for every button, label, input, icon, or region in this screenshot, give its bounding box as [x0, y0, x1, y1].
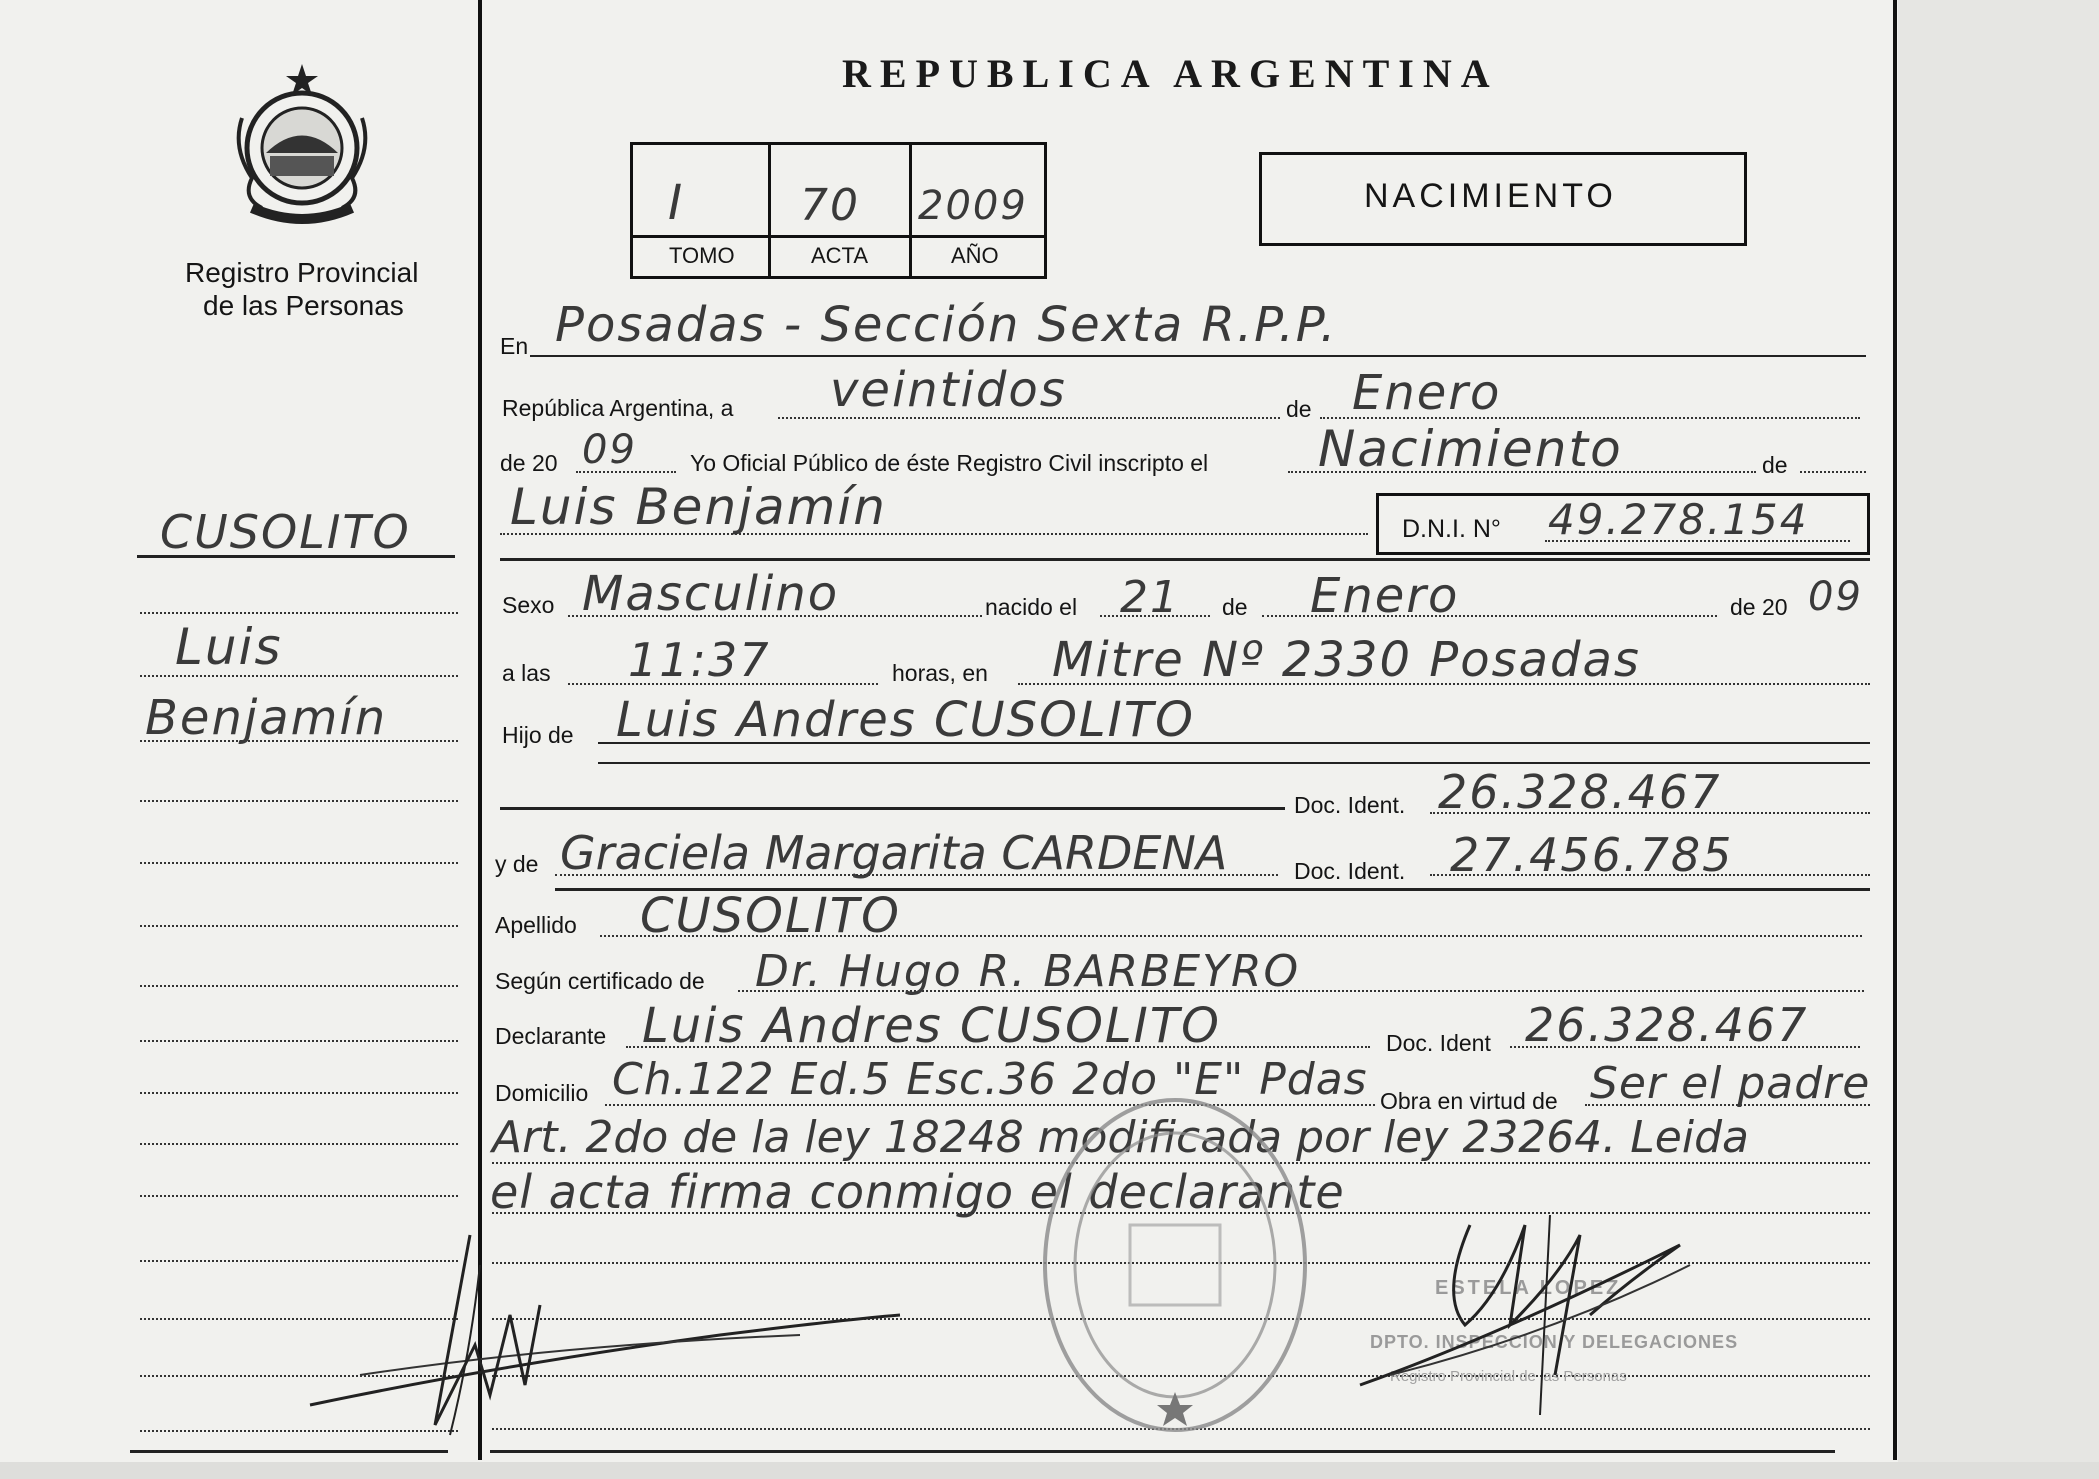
month-value: Enero	[1352, 365, 1502, 421]
mother-name-value: Graciela Margarita CARDENA	[560, 826, 1228, 880]
dni-label: D.N.I. N°	[1402, 515, 1501, 543]
republica-label: República Argentina, a	[502, 395, 734, 421]
certificado-label: Según certificado de	[495, 968, 705, 994]
note-line-2: el acta firma conmigo el declarante	[490, 1165, 1345, 1219]
de20-label-2: de 20	[1730, 594, 1788, 620]
place-value: Posadas - Sección Sexta R.P.P.	[555, 297, 1338, 353]
margin-line-6	[140, 862, 458, 864]
birth-year-suffix-value: 09	[1808, 574, 1863, 620]
doc-ident-label-1: Doc. Ident.	[1294, 792, 1406, 818]
acta-label: ACTA	[811, 243, 869, 268]
row4-dots	[500, 533, 1368, 535]
official-stamp-line1: ESTELA LOPEZ	[1435, 1277, 1622, 1299]
margin-surname: CUSOLITO	[160, 505, 411, 559]
sex-value: Masculino	[582, 566, 840, 622]
row4-line	[500, 558, 1870, 561]
bottom-edge-shadow	[0, 1462, 2099, 1479]
dni-value: 49.278.154	[1548, 495, 1809, 544]
de-label-2: de	[1762, 452, 1788, 478]
country-title: REPUBLICA ARGENTINA	[842, 51, 1499, 96]
tomo-label: TOMO	[669, 243, 735, 268]
margin-line-7	[140, 925, 458, 927]
address-value: Ch.122 Ed.5 Esc.36 2do "E" Pdas	[612, 1054, 1368, 1105]
right-edge-shadow	[1898, 0, 2099, 1479]
margin-line-bottom	[130, 1450, 448, 1453]
margin-line-5	[140, 800, 458, 802]
apellido-label: Apellido	[495, 912, 577, 938]
a-las-label: a las	[502, 660, 551, 686]
day-written-value: veintidos	[830, 362, 1067, 418]
right-border	[1893, 0, 1897, 1460]
margin-line-8	[140, 985, 458, 987]
margin-middle-name: Benjamín	[145, 690, 388, 746]
declarant-value: Luis Andres CUSOLITO	[642, 998, 1221, 1054]
doc-ident-label-2: Doc. Ident.	[1294, 858, 1406, 884]
de-label-3: de	[1222, 594, 1248, 620]
row3-dots-a	[576, 471, 676, 473]
doctor-value: Dr. Hugo R. BARBEYRO	[755, 946, 1301, 997]
margin-line-10	[140, 1092, 458, 1094]
horas-label: horas, en	[892, 660, 988, 686]
declarante-label: Declarante	[495, 1023, 607, 1049]
declarant-signature-icon	[300, 1195, 940, 1445]
doc-ident-label-3: Doc. Ident	[1386, 1030, 1491, 1056]
row1-line	[530, 355, 1866, 357]
official-signature-icon	[1350, 1185, 1750, 1425]
birth-place-value: Mitre Nº 2330 Posadas	[1052, 632, 1641, 688]
row8-line	[500, 807, 1285, 810]
birth-time-value: 11:37	[628, 633, 771, 687]
margin-first-name: Luis	[175, 618, 283, 676]
de20-label-1: de 20	[500, 450, 558, 476]
official-stamp-line2: DPTO. INSPECCION Y DELEGACIONES	[1370, 1332, 1739, 1352]
margin-line-9	[140, 1040, 458, 1042]
row9-dots-a	[555, 874, 1278, 876]
box-divider-v1	[768, 142, 771, 279]
registry-name-line1: Registro Provincial	[185, 257, 419, 288]
y-de-label: y de	[495, 851, 539, 877]
box-divider-h	[630, 235, 1047, 238]
birth-day-value: 21	[1120, 572, 1180, 623]
note-line-1: Art. 2do de la ley 18248 modificada por ley 23264. Leida	[492, 1112, 1749, 1163]
birth-month-value: Enero	[1310, 568, 1460, 624]
year-suffix-value: 09	[582, 427, 637, 473]
provincial-seal-icon	[222, 58, 382, 233]
declarant-doc-value: 26.328.467	[1525, 998, 1809, 1052]
obra-label: Obra en virtud de	[1380, 1088, 1558, 1114]
father-name-value: Luis Andres CUSOLITO	[616, 692, 1195, 748]
margin-line-2	[140, 612, 458, 614]
hijo-label: Hijo de	[502, 722, 574, 748]
child-name-value: Luis Benjamín	[510, 478, 887, 536]
row7-line-b	[598, 762, 1870, 764]
father-doc-value: 26.328.467	[1438, 765, 1722, 819]
registry-name-line2: de las Personas	[203, 290, 404, 321]
tomo-value: I	[668, 175, 685, 231]
en-label: En	[500, 333, 529, 359]
obra-value: Ser el padre	[1590, 1058, 1871, 1109]
anio-label: AÑO	[951, 243, 999, 268]
de-label-1: de	[1286, 396, 1312, 422]
nacido-label: nacido el	[985, 594, 1078, 620]
mother-doc-value: 27.456.785	[1450, 828, 1734, 882]
anio-value: 2009	[918, 183, 1028, 229]
bottom-line	[490, 1450, 1835, 1453]
official-label: Yo Oficial Público de éste Registro Civil inscripto el	[690, 450, 1209, 476]
act-type-value: Nacimiento	[1318, 420, 1623, 478]
registry-round-stamp-icon	[1035, 1090, 1315, 1440]
acta-value: 70	[800, 180, 860, 231]
sexo-label: Sexo	[502, 592, 555, 618]
margin-line-11	[140, 1143, 458, 1145]
domicilio-label: Domicilio	[495, 1080, 589, 1106]
box-divider-v2	[909, 142, 912, 279]
row3-dots-c	[1800, 471, 1866, 473]
record-type-label: NACIMIENTO	[1364, 177, 1617, 215]
official-stamp-line3: Registro Provincial de las Personas	[1390, 1368, 1627, 1385]
surname-value: CUSOLITO	[640, 888, 901, 944]
